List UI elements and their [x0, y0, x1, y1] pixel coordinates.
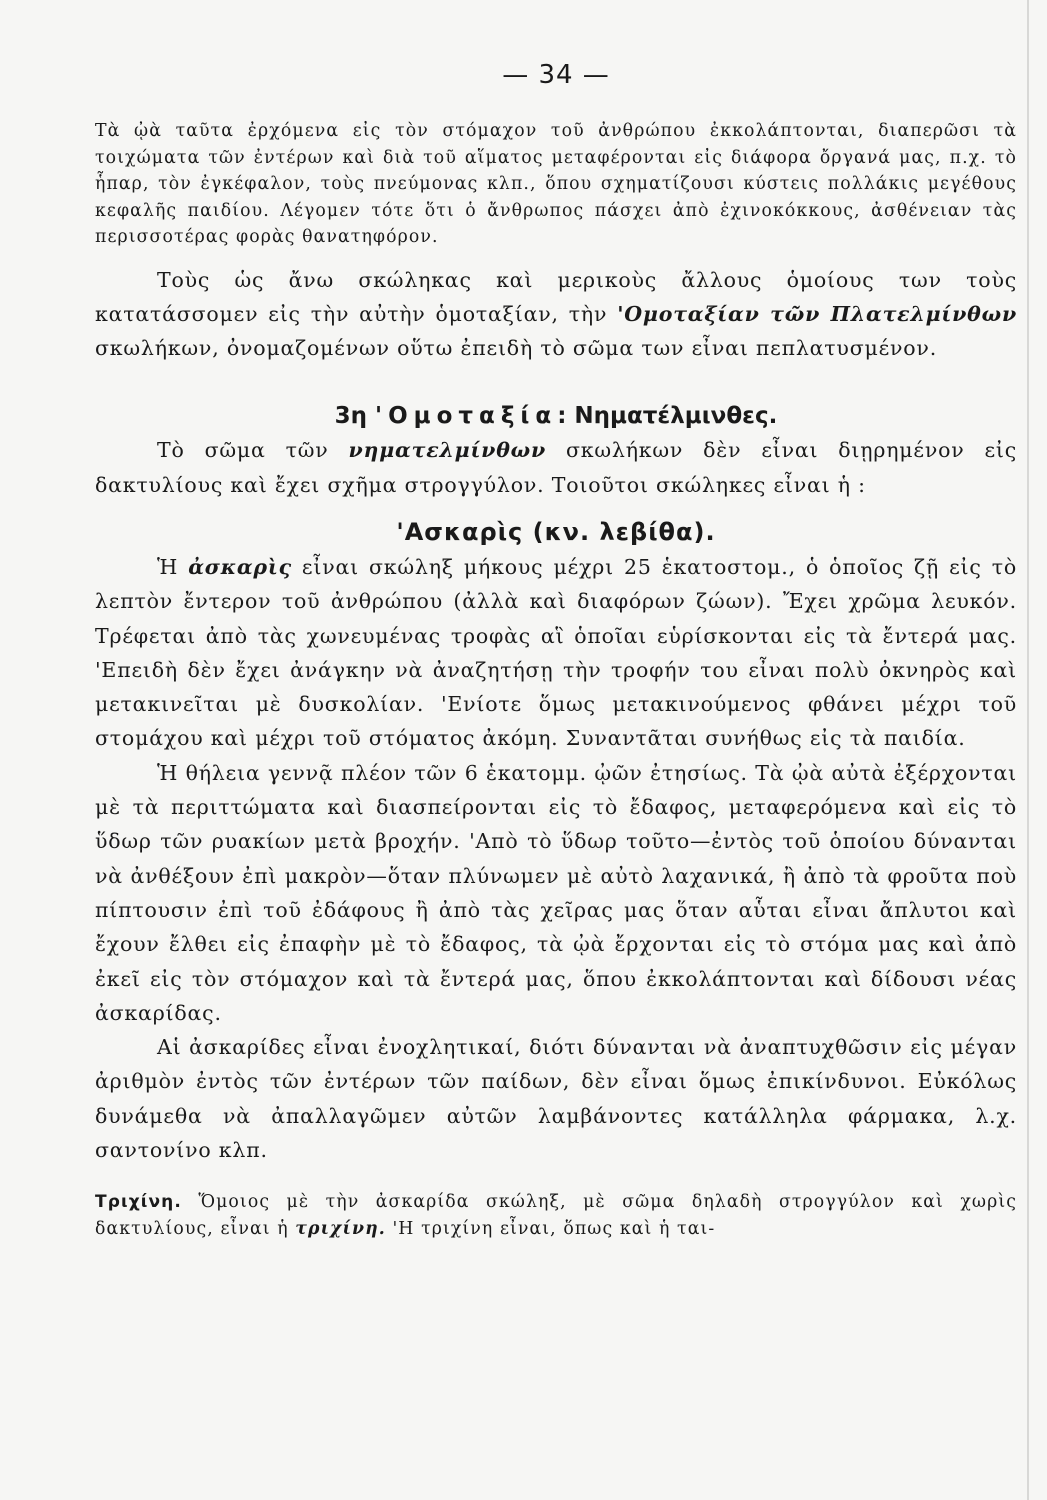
page-number: — 34 — [502, 60, 610, 90]
text-run: εἶναι σκώληξ μήκους μέχρι 25 ἑκατοστομ., ὁ ὁποῖος ζῇ εἰς τὸ λεπτὸν ἔντερον τοῦ ἀνθρώπου (ἀλλὰ καὶ διαφόρων ζώων). Ἔχει χρῶμα λευκόν. Τρέφεται ἀπὸ τὰς χωνευμένας τροφὰς αἳ ὁποῖαι εὑρίσκονται εἰς τὰ ἔντερά μας. 'Επειδὴ δὲν ἔχει ἀνάγκην νὰ ἀναζητήσῃ τὴν τροφήν του εἶναι πολὺ ὀκνηρὸς καὶ μετακινεῖται μὲ δυσκολίαν. 'Ενίοτε ὅμως μετακινούμενος φθάνει μέχρι τοῦ στομάχου καὶ μέχρι τοῦ στόματος ἀκόμη. Συναντᾶται συνήθως εἰς τὰ παιδία. [95, 554, 1017, 751]
text-run: Ἡ [157, 554, 189, 579]
emphasis-platyhelminthes: 'Ομοταξίαν τῶν Πλατελμίνθων [617, 301, 1017, 326]
text-run: Ὅμοιος μὲ τὴν ἀσκαρίδα σκώληξ, μὲ σῶμα δηλαδὴ στρογγύλον καὶ χωρὶς δακτυλίους, εἶναι ἡ [95, 1192, 1017, 1239]
text-run: Τὸ σῶμα τῶν [157, 438, 349, 463]
text-run: Τοὺς ὡς ἄνω σκώληκας καὶ μερικοὺς ἄλλους ὁμοίους των τοὺς κατατάσσομεν εἰς τὴν αὐτὴν ὁμοταξίαν, τὴν [95, 267, 1017, 326]
text-run: 'Η τριχίνη εἶναι, ὅπως καὶ ἡ ται- [385, 1218, 716, 1239]
text-run: σκωλήκων, ὀνομαζομένων οὕτω ἐπειδὴ τὸ σῶμα των εἶναι πεπλατυσμένον. [95, 336, 938, 361]
heading-title: : Νηματέλμινθες. [557, 403, 778, 430]
section-heading [95, 403, 1017, 429]
text-run: σκωλήκων δὲν εἶναι διῃρημένον εἰς δακτυλίους καὶ ἔχει σχῆμα στρογγύλον. Τοιοῦτοι σκώληκες εἶναι ἡ : [95, 438, 1017, 497]
emphasis-trichina: τριχίνη. [295, 1218, 386, 1239]
trichina-label: Τριχίνη. [95, 1192, 182, 1213]
paragraph-treatment: Αἱ ἀσκαρίδες εἶναι ἐνοχλητικαί, διότι δύνανται νὰ ἀναπτυχθῶσιν εἰς μέγαν ἀριθμὸν ἐντὸς τῶν ἐντέρων τῶν παίδων, δὲν εἶναι ὅμως ἐπικίνδυνοι. Εὐκόλως δυνάμεθα νὰ ἀπαλλαγῶμεν αὐτῶν λαμβάνοντες κατάλληλα φάρμακα, λ.χ. σαντονίνο κλπ. [95, 1035, 1017, 1163]
heading-word: 'Ομοταξία [375, 403, 558, 430]
paragraph-platyhelminthes [95, 263, 1017, 366]
emphasis-nematodes: νηματελμίνθων [348, 438, 547, 463]
paragraph-nematodes [95, 433, 1017, 502]
document-page [95, 60, 1017, 1242]
paragraph-echinococcus: Τὰ ᾠὰ ταῦτα ἐρχόμενα εἰς τὸν στόμαχον τοῦ ἀνθρώπου ἐκκολάπτονται, διαπερῶσι τὰ τοιχώματα τῶν ἐντέρων καὶ διὰ τοῦ αἵματος μεταφέρονται εἰς διάφορα ὄργανά μας, π.χ. τὸ ἧπαρ, τὸν ἐγκέφαλον, τοὺς πνεύμονας κλπ., ὅπου σχηματίζουσι κύστεις πολλάκις μεγέθους κεφαλῆς παιδίου. Λέγομεν τότε ὅτι ὁ ἄνθρωπος πάσχει ἀπὸ ἐχινοκόκκους, ἀσθένειαν τὰς περισσοτέρας φορὰς θανατηφόρον. [95, 121, 1017, 247]
paragraph-trichina [95, 1189, 1017, 1242]
heading-number: 3η [334, 403, 376, 430]
page-edge [1027, 0, 1029, 1500]
paragraph-ascaris [95, 550, 1017, 756]
subsection-heading: 'Ασκαρὶς (κν. λεβίθα). [396, 517, 716, 546]
emphasis-ascaris: ἀσκαρὶς [188, 554, 292, 579]
paragraph-eggs: Ἡ θήλεια γεννᾷ πλέον τῶν 6 ἑκατομμ. ᾠῶν ἐτησίως. Τὰ ᾠὰ αὐτὰ ἐξέρχονται μὲ τὰ περιττώματα καὶ διασπείρονται εἰς τὸ ἔδαφος, μεταφερόμενα καὶ εἰς τὸ ὕδωρ τῶν ρυακίων μετὰ βροχήν. 'Απὸ τὸ ὕδωρ τοῦτο—ἐντὸς τοῦ ὁποίου δύνανται νὰ ἀνθέξουν ἐπὶ μακρὸν—ὅταν πλύνωμεν μὲ αὐτὸ λαχανικά, ἢ ἀπὸ τὰ φροῦτα ποὺ πίπτουσιν ἐπὶ τοῦ ἐδάφους ἢ ἀπὸ τὰς χεῖρας μας ὅταν αὗται εἶναι ἄπλυτοι καὶ ἔχουν ἔλθει εἰς ἐπαφὴν μὲ τὸ ἔδαφος, τὰ ᾠὰ ἔρχονται εἰς τὸ στόμα μας καὶ ἀπὸ ἐκεῖ εἰς τὸν στόμαχον καὶ τὰ ἔντερά μας, ὅπου ἐκκολάπτονται καὶ δίδουσι νέας ἀσκαρίδας. [95, 760, 1017, 1025]
